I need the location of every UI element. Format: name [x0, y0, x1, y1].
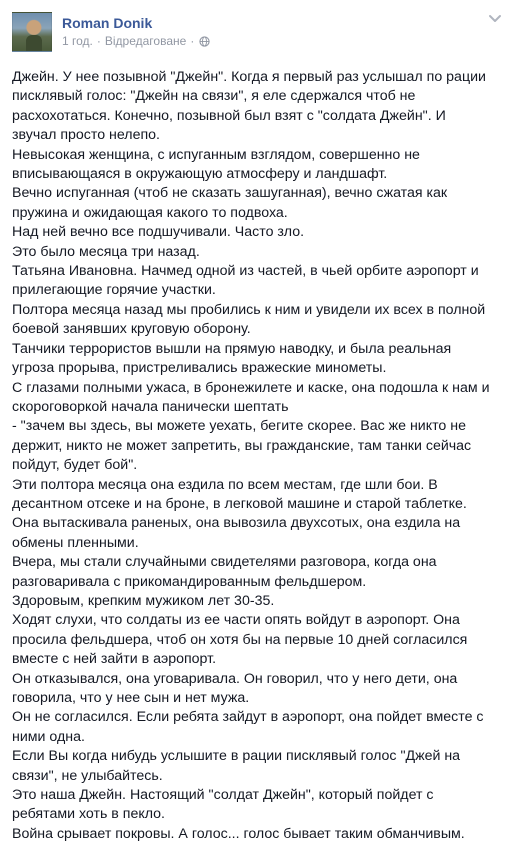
- post-paragraph: Война срывает покровы. А голос... голос бывает таким обманчивым.: [12, 825, 465, 842]
- post-paragraph: Вчера, мы стали случайными свидетелями разговора, когда она разговаривала с прикомандированным фельдшером.: [12, 554, 437, 590]
- post-paragraph: Если Вы когда нибудь услышите в рации писклявый голос "Джей на связи", не улыбайтесь.: [12, 748, 461, 784]
- post-paragraph: Татьяна Ивановна. Начмед одной из частей, в чьей орбите аэропорт и прилегающие горячие участки.: [12, 263, 479, 299]
- post-paragraph: Джейн. У нее позывной "Джейн". Когда я первый раз услышал по рации писклявый голос: "Джейн на связи", я еле сдержался чтоб не расхохотаться. Конечно, позывной был взят с "солдата Джейн". И звучал просто нелепо.: [12, 69, 486, 144]
- post-timestamp[interactable]: 1 год.: [62, 34, 93, 48]
- post-body: [12, 68, 498, 844]
- post-paragraph: Это наша Джейн. Настоящий "солдат Джейн", который пойдет с ребятами хоть в пекло.: [12, 787, 434, 823]
- post-paragraph: Полтора месяца назад мы пробились к ним и увидели их всех в полной боевой занявших круговую оборону.: [12, 301, 486, 338]
- post-paragraph: Ходят слухи, что солдаты из ее части опять войдут в аэропорт. Она просила фельдшера, чтоб он хотя бы на первые 10 дней согласился вместе с ней зайти в аэропорт.: [12, 612, 468, 668]
- post-paragraph: Он отказывался, она уговаривала. Он говорил, что у него дети, она говорила, что у нее сын и нет мужа.: [12, 670, 458, 706]
- post-paragraph: Она вытаскивала раненых, она вывозила двухсотых, она ездила на обмены пленными.: [12, 515, 461, 551]
- avatar[interactable]: [12, 12, 52, 52]
- post-paragraph: - "зачем вы здесь, вы можете уехать, бегите скорее. Вас же никто не держит, никто не может запретить, вы гражданские, там танки сейчас пойдут, будет бой".: [12, 418, 472, 474]
- post-paragraph: С глазами полными ужаса, в бронежилете и каске, она подошла к нам и скороговоркой начала панически шептать: [12, 379, 490, 415]
- meta-separator: ·: [190, 34, 195, 48]
- globe-icon[interactable]: [199, 36, 210, 47]
- post-paragraph: Эти полтора месяца она ездила по всем местам, где шли бои. В десантном отсеке и на броне, в легковой машине и старой таблетке.: [12, 476, 467, 512]
- post-paragraph: Он не согласился. Если ребята зайдут в аэропорт, она пойдет вместе с ними одна.: [12, 709, 484, 745]
- post-header-text: [62, 12, 210, 49]
- post-header: [12, 12, 498, 58]
- post-paragraph: Танчики террористов вышли на прямую наводку, и была реальная угроза прорыва, пристреливались вражеские минометы.: [12, 340, 452, 377]
- edited-label[interactable]: Відредаговане: [104, 34, 187, 48]
- meta-separator: ·: [96, 34, 101, 48]
- post-paragraph: Это было месяца три назад.: [12, 243, 200, 260]
- post-paragraph: Невысокая женщина, с испуганным взглядом, совершенно не вписывающаяся в окружающую атмосферу и ландшафт.: [12, 146, 420, 183]
- author-name-link[interactable]: Roman Donik: [62, 15, 153, 31]
- post-paragraph: Над ней вечно все подшучивали. Часто зло.: [12, 224, 305, 241]
- post-meta: [62, 33, 210, 49]
- post-paragraph: Вечно испуганная (чтоб не сказать зашуганная), вечно сжатая как пружина и ожидающая какого то подвоха.: [12, 185, 448, 221]
- post-paragraph: Здоровым, крепким мужиком лет 30-35.: [12, 592, 275, 609]
- chevron-down-icon[interactable]: [488, 14, 502, 24]
